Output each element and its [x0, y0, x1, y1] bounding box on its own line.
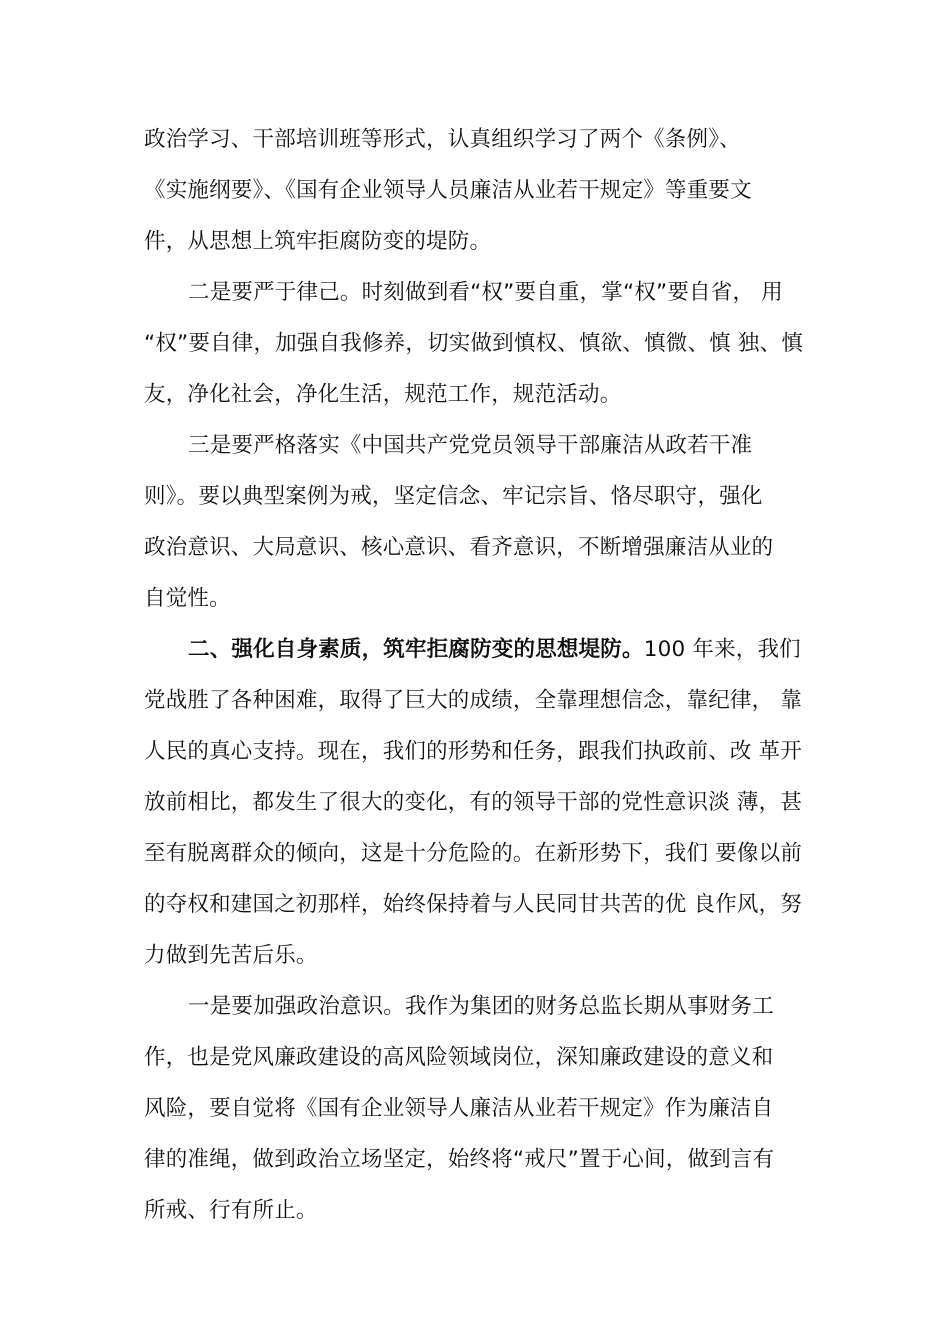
- paragraph-start-line: 二是要严于律己。时刻做到看“权”要自重，掌“权”要自省， 用: [188, 280, 783, 305]
- text-line: 政治意识、大局意识、核心意识、看齐意识，不断增强廉洁从业的: [144, 535, 774, 560]
- text-line: 人民的真心支持。现在，我们的形势和任务，跟我们执政前、改 革开: [144, 739, 803, 764]
- text-line: 自觉性。: [144, 586, 231, 611]
- text-line: 作，也是党风廉政建设的高风险领域岗位，深知廉政建设的意义和: [144, 1045, 774, 1070]
- text-line: 至有脱离群众的倾向，这是十分危险的。在新形势下，我们 要像以前: [144, 841, 803, 866]
- text-line: 党战胜了各种困难，取得了巨大的成绩，全靠理想信念，靠纪律， 靠: [144, 688, 803, 713]
- text-line: 政治学习、干部培训班等形式，认真组织学习了两个《条例》、: [144, 127, 741, 152]
- text-line: 的夺权和建国之初那样，始终保持着与人民同甘共苦的优 良作风，努: [144, 892, 803, 917]
- heading-continuation: 100 年来，我们: [643, 637, 801, 662]
- text-line: “权”要自律，加强自我修养，切实做到慎权、慎欲、慎微、慎 独、慎: [144, 331, 804, 356]
- text-line: 则》。要以典型案例为戒，坚定信念、牢记宗旨、恪尽职守，强化: [144, 484, 763, 509]
- paragraph-start-line: 一是要加强政治意识。我作为集团的财务总监长期从事财务工: [188, 994, 774, 1019]
- text-line: 《实施纲要》、《国有企业领导人员廉洁从业若干规定》等重要文: [144, 178, 752, 203]
- text-line: 友，净化社会，净化生活，规范工作，规范活动。: [144, 382, 622, 407]
- text-line: 件，从思想上筑牢拒腐防变的堤防。: [144, 229, 492, 254]
- paragraph-start-line: 三是要严格落实《中国共产党党员领导干部廉洁从政若干准: [188, 433, 753, 458]
- text-line: 风险，要自觉将《国有企业领导人廉洁从业若干规定》作为廉洁自: [144, 1096, 774, 1121]
- section-heading-line: [188, 636, 801, 664]
- text-line: 所戒、行有所止。: [144, 1198, 318, 1223]
- text-line: 律的准绳，做到政治立场坚定，始终将“戒尺”置于心间，做到言有: [144, 1147, 775, 1172]
- text-line: 放前相比，都发生了很大的变化，有的领导干部的党性意识淡 薄，甚: [144, 790, 803, 815]
- text-line: 力做到先苦后乐。: [144, 943, 318, 968]
- section-heading: 二、强化自身素质，筑牢拒腐防变的思想堤防。: [188, 637, 644, 662]
